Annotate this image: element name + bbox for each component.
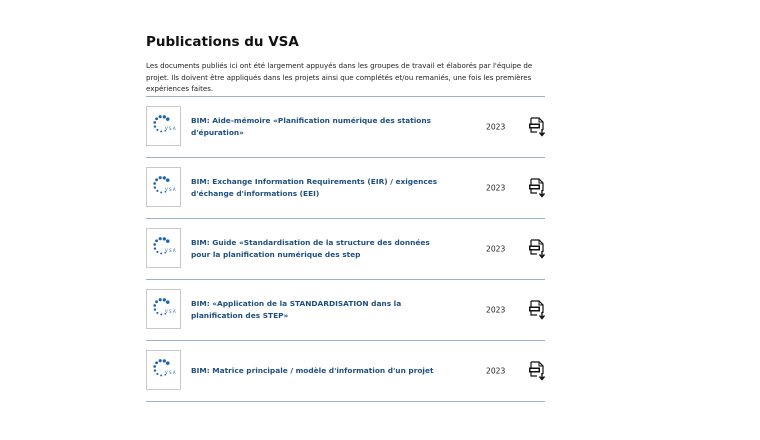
vsa-logo-thumbnail[interactable] — [146, 289, 181, 329]
publication-row — [146, 279, 545, 340]
vsa-logo-thumbnail[interactable] — [146, 350, 181, 390]
publication-row — [146, 218, 545, 279]
svg-text:V S A: V S A — [165, 309, 176, 314]
publication-title-link[interactable]: BIM: Exchange Information Requirements (EIR) / exigences d'échange d'informations (EEI) — [191, 177, 438, 198]
publication-year: 2023 — [486, 183, 506, 193]
pdf-download-icon[interactable] — [528, 300, 546, 320]
publication-row — [146, 157, 545, 218]
publication-year: 2023 — [486, 122, 506, 132]
svg-text:V S A: V S A — [165, 248, 176, 253]
publication-year: 2023 — [486, 305, 506, 315]
svg-text:V S A: V S A — [165, 370, 176, 375]
vsa-logo-thumbnail[interactable] — [146, 106, 181, 146]
pdf-download-icon[interactable] — [528, 178, 546, 198]
publication-title-link[interactable]: BIM: Matrice principale / modèle d'information d'un projet — [191, 366, 434, 375]
intro-text: Les documents publiés ici ont été largement appuyés dans les groupes de travail et élaborés par l'équipe de projet. Ils doivent être appliqués dans les projets ainsi que complétés et/ou remaniés, une fois les premières expériences faites. — [146, 61, 533, 93]
page-title: Publications du VSA — [146, 34, 299, 50]
publication-title-link[interactable]: BIM: Guide «Standardisation de la structure des données pour la planification numérique des step — [191, 238, 430, 259]
publication-list — [146, 96, 545, 402]
pdf-download-icon[interactable] — [528, 117, 546, 137]
xls-download-icon[interactable] — [528, 361, 546, 381]
svg-text:V S A: V S A — [165, 126, 176, 131]
publication-year: 2023 — [486, 244, 506, 254]
svg-text:V S A: V S A — [165, 187, 176, 192]
publication-row — [146, 96, 545, 157]
publication-title-link[interactable]: BIM: «Application de la STANDARDISATION dans la planification des STEP» — [191, 299, 402, 320]
publication-year: 2023 — [486, 366, 506, 376]
vsa-logo-thumbnail[interactable] — [146, 228, 181, 268]
publication-row — [146, 340, 545, 402]
publication-title-link[interactable]: BIM: Aide-mémoire «Planification numérique des stations d'épuration» — [191, 116, 432, 137]
pdf-download-icon[interactable] — [528, 239, 546, 259]
vsa-logo-thumbnail[interactable] — [146, 167, 181, 207]
